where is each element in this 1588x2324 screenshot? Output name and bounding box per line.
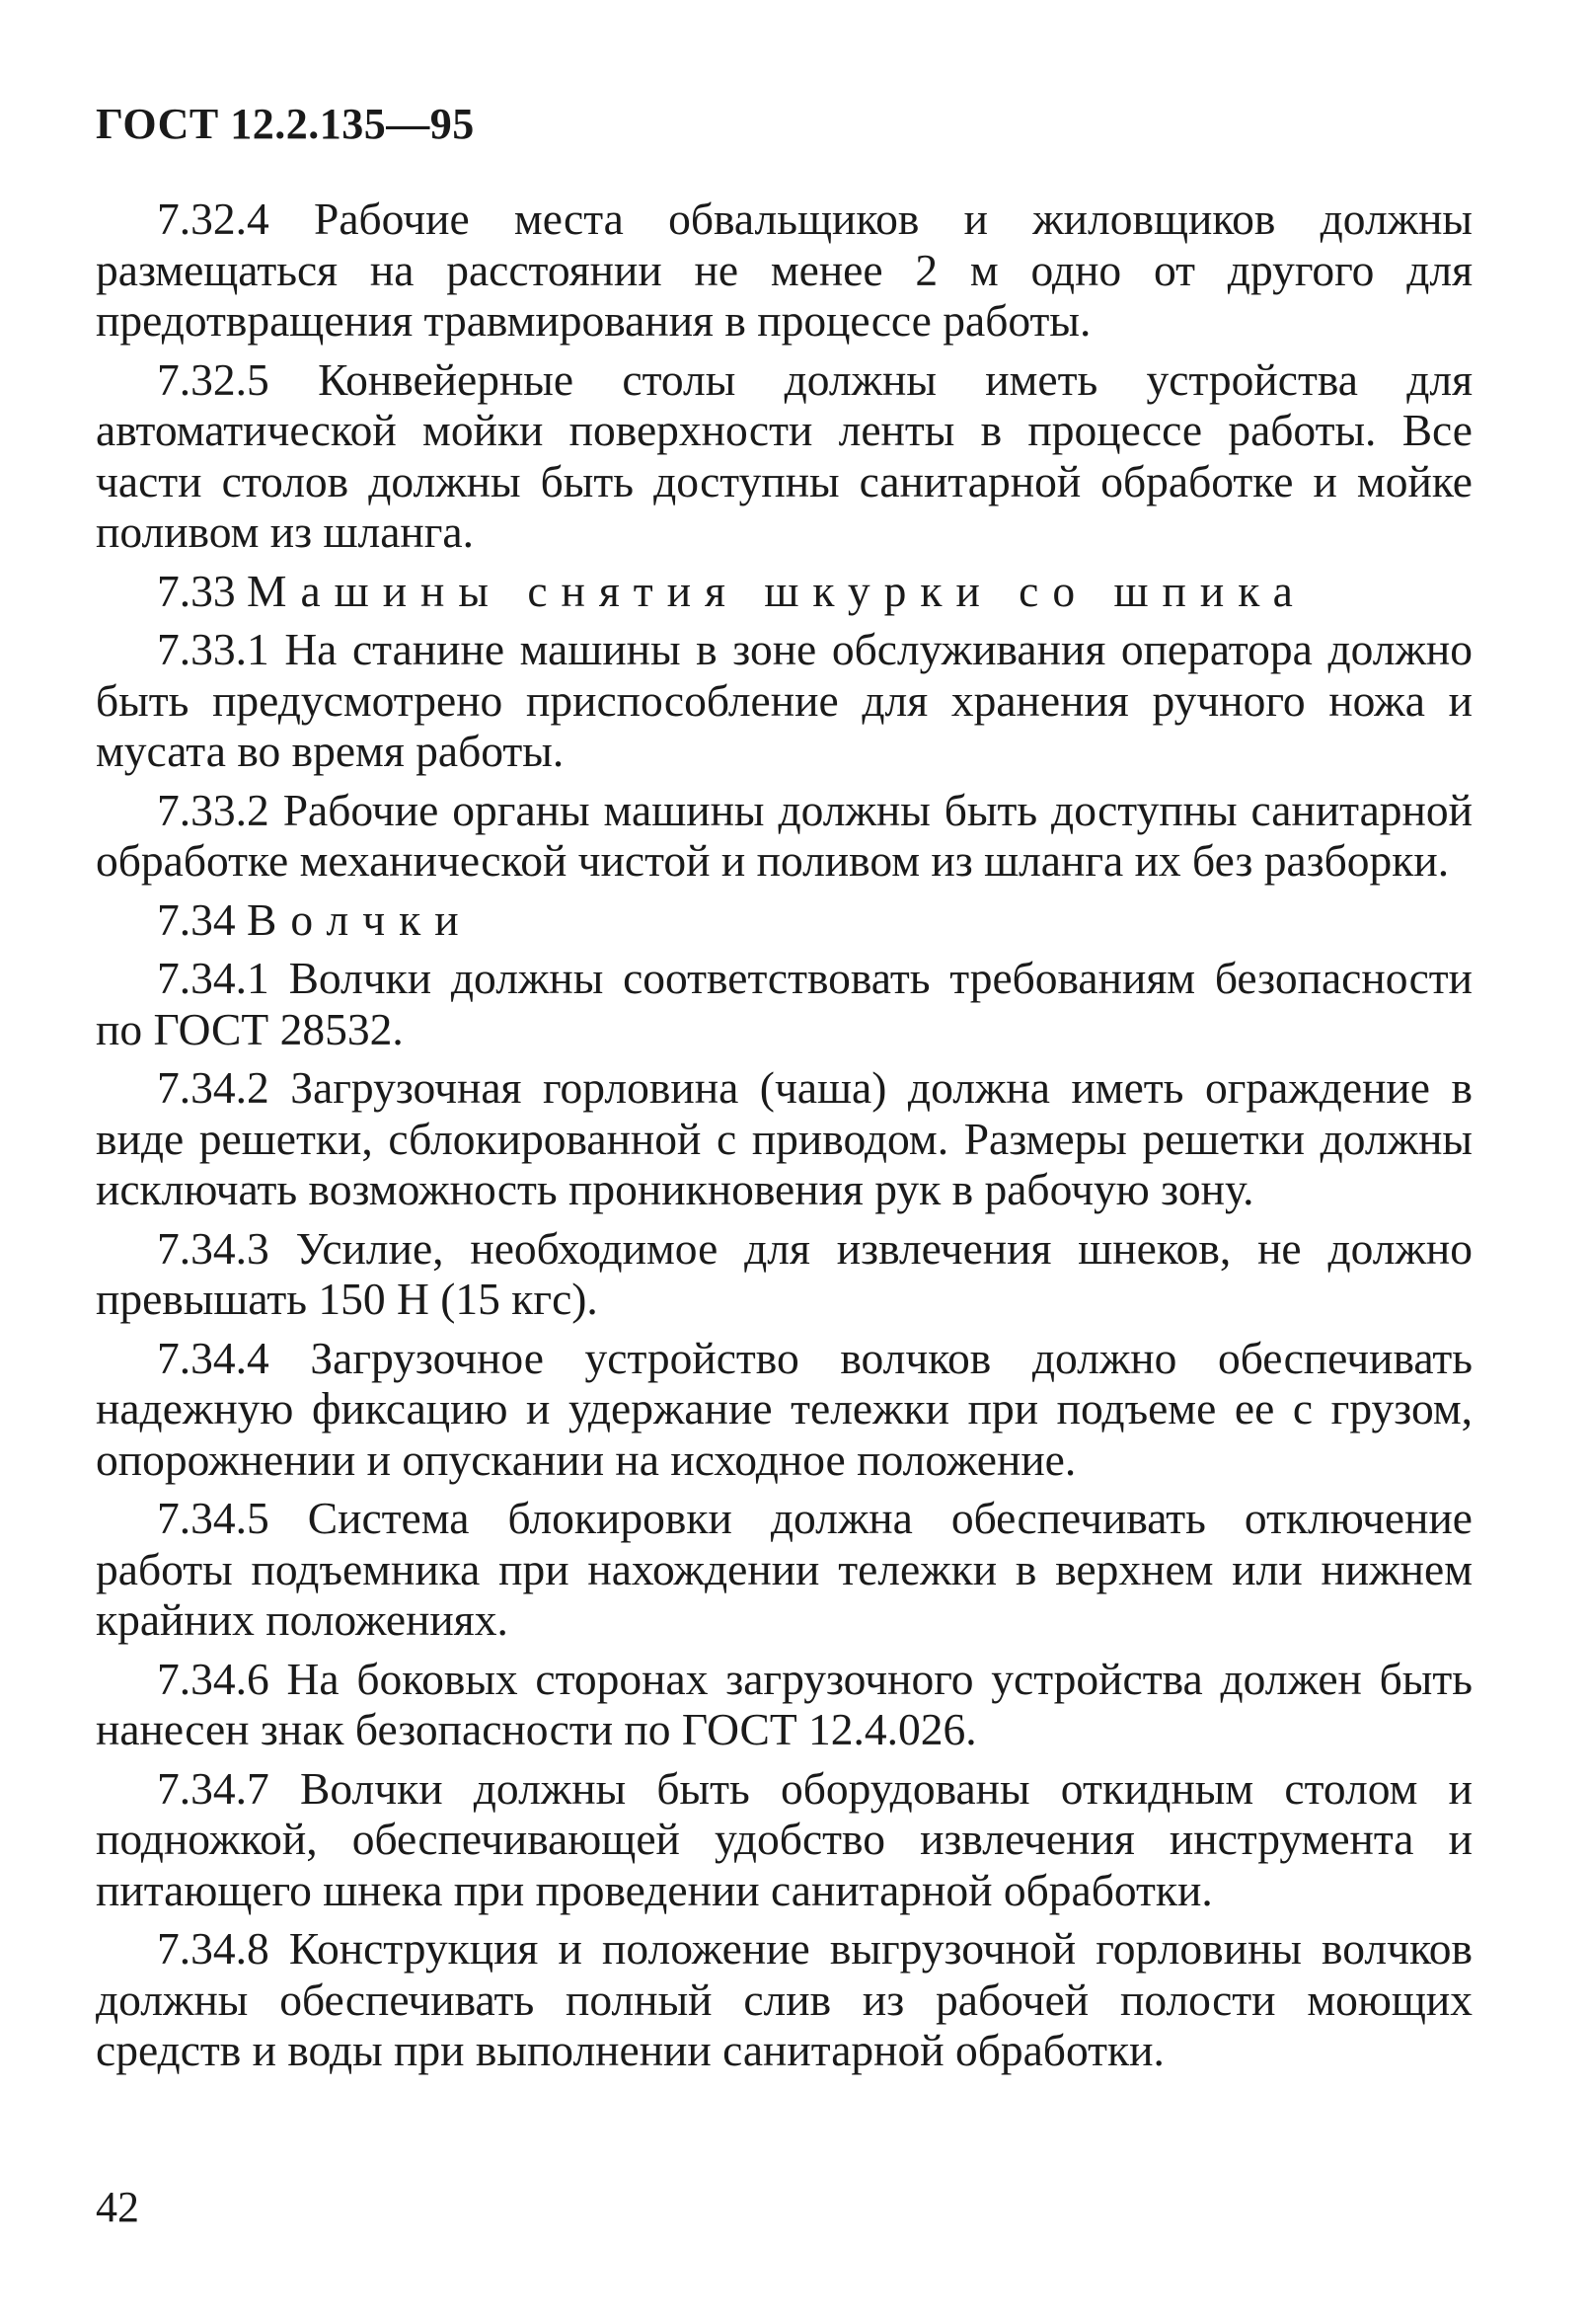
clause-text: Волчки должны соответствовать требованиям безопасности по ГОСТ 28532. — [96, 953, 1474, 1054]
paragraph-7-34-6 — [96, 1654, 1473, 1755]
page-number: 42 — [96, 2183, 139, 2231]
clause-number: 7.34.1 — [157, 953, 269, 1003]
paragraph-7-34-2 — [96, 1062, 1473, 1215]
clause-number: 7.34.7 — [157, 1762, 269, 1814]
clause-number: 7.33.1 — [157, 624, 269, 674]
paragraph-7-34-5 — [96, 1493, 1473, 1646]
paragraph-7-32-5 — [96, 354, 1473, 558]
clause-text: Загрузочная горловина (чаша) должна иметь ограждение в виде решетки, сблокированной с приводом. Размеры решетки должны исключать возможность проникновения рук в рабочую зону. — [96, 1062, 1473, 1214]
paragraph-7-32-4 — [96, 194, 1473, 347]
clause-text: Система блокировки должна обеспечивать отключение работы подъемника при нахождении тележки в верхнем или нижнем крайних положениях. — [96, 1493, 1473, 1645]
paragraph-7-34-1 — [96, 953, 1473, 1054]
clause-number: 7.33 — [157, 565, 236, 616]
clause-number: 7.34.2 — [157, 1062, 269, 1113]
clause-number: 7.34.6 — [157, 1653, 269, 1704]
paragraph-7-34-3 — [96, 1223, 1473, 1325]
clause-text: Конструкция и положение выгрузочной горловины волчков должны обеспечивать полный слив из рабочей полости моющих средств и воды при выполнении санитарной обработки. — [96, 1923, 1474, 2075]
clause-number: 7.33.2 — [157, 784, 269, 835]
clause-text: На станине машины в зоне обслуживания оператора должно быть предусмотрено приспособление для хранения ручного ножа и мусата во время работы. — [96, 624, 1473, 776]
section-title: Машины снятия шкурки со шпика — [247, 565, 1307, 616]
clause-text: Конвейерные столы должны иметь устройства для автоматической мойки поверхности ленты в процессе работы. Все части столов должны быть доступны санитарной обработке и мойке поливом из шланга. — [96, 353, 1474, 557]
clause-number: 7.34.3 — [157, 1222, 269, 1274]
clause-number: 7.34 — [157, 893, 236, 945]
paragraph-7-33-2 — [96, 785, 1473, 887]
paragraph-7-34-8 — [96, 1923, 1473, 2076]
document-body — [96, 194, 1473, 2084]
clause-number: 7.32.4 — [157, 194, 269, 244]
paragraph-7-34-4 — [96, 1333, 1473, 1486]
section-heading-7-33 — [96, 566, 1473, 617]
paragraph-7-33-1 — [96, 624, 1473, 777]
clause-text: На боковых сторонах загрузочного устройства должен быть нанесен знак безопасности по ГОСТ 12.4.026. — [96, 1653, 1474, 1754]
document-standard-id: ГОСТ 12.2.135—95 — [96, 100, 475, 148]
clause-text: Рабочие места обвальщиков и жиловщиков должны размещаться на расстоянии не менее 2 м одно от другого для предотвращения травмирования в процессе работы. — [96, 194, 1474, 346]
clause-number: 7.32.5 — [157, 353, 269, 405]
paragraph-7-34-7 — [96, 1763, 1473, 1916]
clause-text: Волчки должны быть оборудованы откидным столом и подножкой, обеспечивающей удобство извлечения инструмента и питающего шнека при проведении санитарной обработки. — [96, 1762, 1474, 1915]
section-title: Волчки — [247, 893, 473, 945]
clause-number: 7.34.4 — [157, 1332, 269, 1383]
clause-number: 7.34.5 — [157, 1493, 269, 1543]
clause-text: Усилие, необходимое для извлечения шнеков, не должно превышать 150 Н (15 кгс). — [96, 1222, 1474, 1324]
clause-text: Загрузочное устройство волчков должно обеспечивать надежную фиксацию и удержание тележки при подъеме ее с грузом, опорожнении и опускании на исходное положение. — [96, 1332, 1473, 1485]
section-heading-7-34 — [96, 894, 1473, 946]
clause-text: Рабочие органы машины должны быть доступны санитарной обработке механической чистой и поливом из шланга их без разборки. — [96, 784, 1474, 886]
clause-number: 7.34.8 — [157, 1923, 269, 1974]
